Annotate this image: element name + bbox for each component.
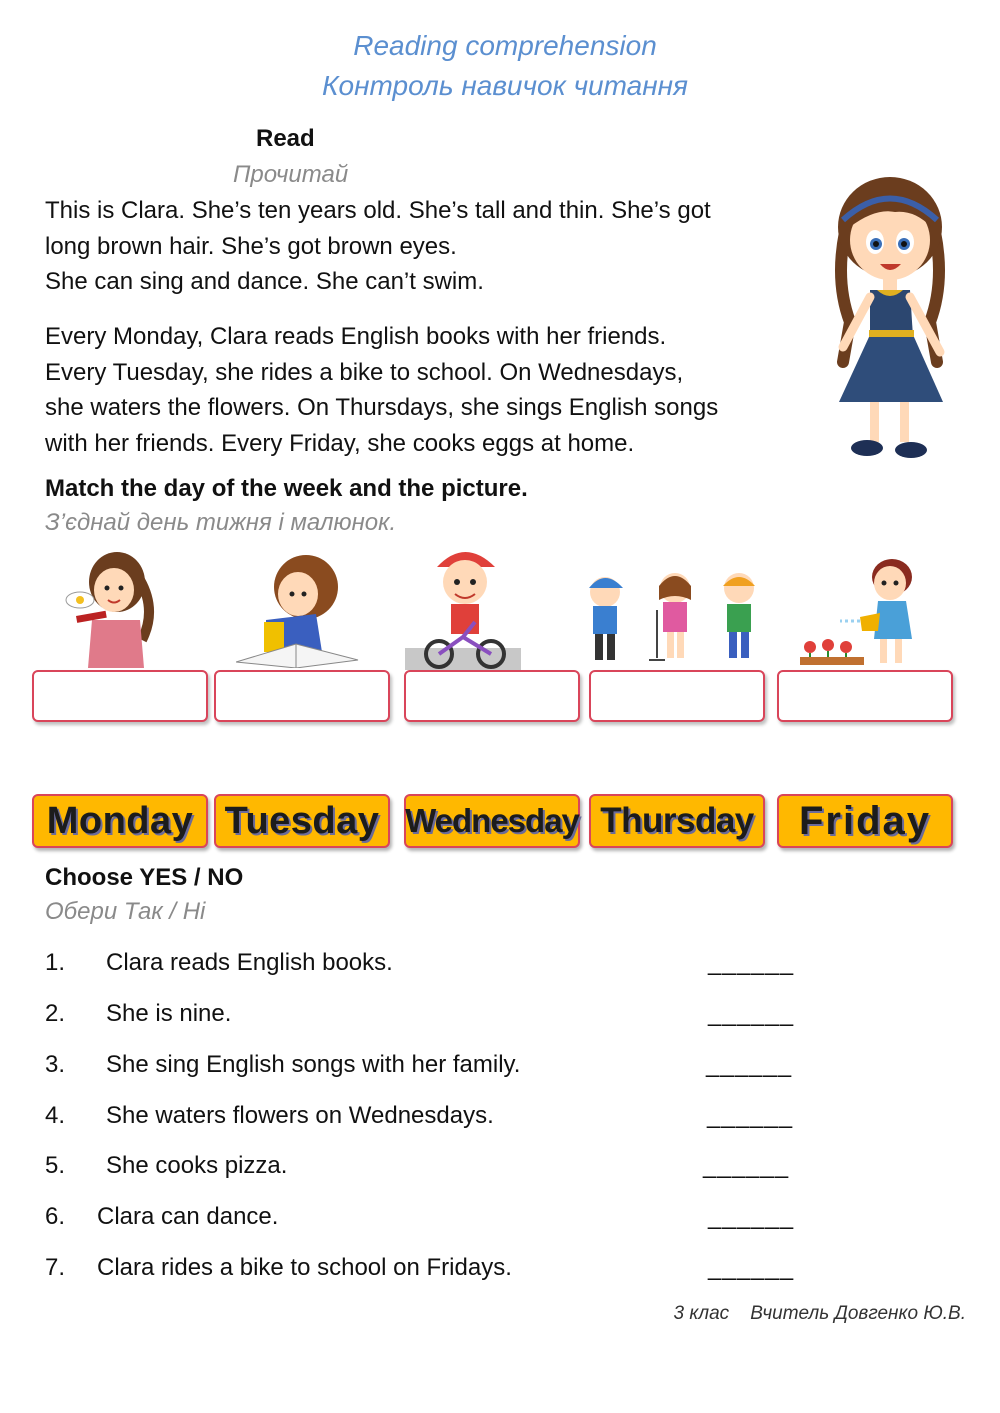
match-heading-uk: З’єднай день тижня і малюнок. bbox=[45, 509, 397, 536]
question-text: Clara rides a bike to school on Fridays. bbox=[97, 1254, 512, 1281]
watering-flowers-picture bbox=[800, 555, 928, 669]
day-tile-monday[interactable]: Monday bbox=[32, 794, 208, 848]
answer-blank-1[interactable]: ______ bbox=[708, 949, 795, 976]
story-paragraph-2 bbox=[45, 319, 835, 461]
day-tile-thursday[interactable]: Thursday bbox=[589, 794, 765, 848]
question-text: She waters flowers on Wednesdays. bbox=[106, 1102, 494, 1129]
answer-box-1[interactable] bbox=[32, 670, 208, 722]
title-ukrainian: Контроль навичок читання bbox=[322, 70, 688, 101]
answer-box-4[interactable] bbox=[589, 670, 765, 722]
story-line: Every Monday, Clara reads English books with her friends. bbox=[45, 323, 667, 350]
answer-box-2[interactable] bbox=[214, 670, 390, 722]
question-number: 2. bbox=[45, 1000, 66, 1027]
answer-box-3[interactable] bbox=[404, 670, 580, 722]
footer-grade: 3 клас bbox=[673, 1303, 730, 1324]
reading-book-picture bbox=[236, 552, 360, 668]
answer-box-5[interactable] bbox=[777, 670, 953, 722]
answer-blank-7[interactable]: ______ bbox=[708, 1254, 795, 1281]
footer-teacher: Вчитель Довгенко Ю.В. bbox=[750, 1303, 966, 1324]
yes-no-heading: Choose YES / NO bbox=[45, 864, 244, 891]
answer-blank-3[interactable]: ______ bbox=[706, 1051, 793, 1078]
riding-bike-picture bbox=[405, 542, 521, 670]
answer-blank-4[interactable]: ______ bbox=[707, 1102, 794, 1129]
answer-blank-5[interactable]: ______ bbox=[703, 1152, 790, 1179]
question-text: She cooks pizza. bbox=[106, 1152, 288, 1179]
clara-illustration bbox=[825, 172, 955, 472]
title-english: Reading comprehension bbox=[353, 30, 657, 61]
question-number: 6. bbox=[45, 1203, 66, 1230]
read-heading-uk: Прочитай bbox=[233, 161, 349, 188]
question-number: 4. bbox=[45, 1102, 66, 1129]
read-heading: Read bbox=[256, 125, 315, 152]
yes-no-heading-uk: Обери Так / Ні bbox=[45, 898, 206, 925]
footer bbox=[674, 1303, 966, 1325]
story-line: She can sing and dance. She can’t swim. bbox=[45, 268, 484, 295]
question-text: She is nine. bbox=[106, 1000, 232, 1027]
story-line: with her friends. Every Friday, she cooks eggs at home. bbox=[45, 429, 635, 457]
story-line: she waters the flowers. On Thursdays, she sings English songs bbox=[45, 394, 719, 421]
day-tile-wednesday[interactable]: Wednesday bbox=[404, 794, 580, 848]
question-number: 1. bbox=[45, 949, 66, 976]
question-number: 3. bbox=[45, 1051, 66, 1078]
story-paragraph-1 bbox=[45, 193, 835, 300]
question-number: 5. bbox=[45, 1152, 66, 1179]
question-text: Clara can dance. bbox=[97, 1203, 279, 1230]
singing-songs-picture bbox=[577, 570, 775, 666]
match-heading: Match the day of the week and the picture. bbox=[45, 475, 528, 502]
story-line: long brown hair. She’s got brown eyes. bbox=[45, 232, 457, 260]
question-number: 7. bbox=[45, 1254, 66, 1281]
question-text: She sing English songs with her family. bbox=[106, 1051, 521, 1078]
answer-blank-2[interactable]: ______ bbox=[708, 1000, 795, 1027]
story-line: Every Tuesday, she rides a bike to school. On Wednesdays, bbox=[45, 358, 684, 386]
cooking-eggs-picture bbox=[62, 550, 162, 668]
question-text: Clara reads English books. bbox=[106, 949, 393, 976]
answer-blank-6[interactable]: ______ bbox=[708, 1203, 795, 1230]
day-tile-friday[interactable]: Friday bbox=[777, 794, 953, 848]
day-tile-tuesday[interactable]: Tuesday bbox=[214, 794, 390, 848]
story-line: This is Clara. She’s ten years old. She’s tall and thin. She’s got bbox=[45, 197, 711, 224]
